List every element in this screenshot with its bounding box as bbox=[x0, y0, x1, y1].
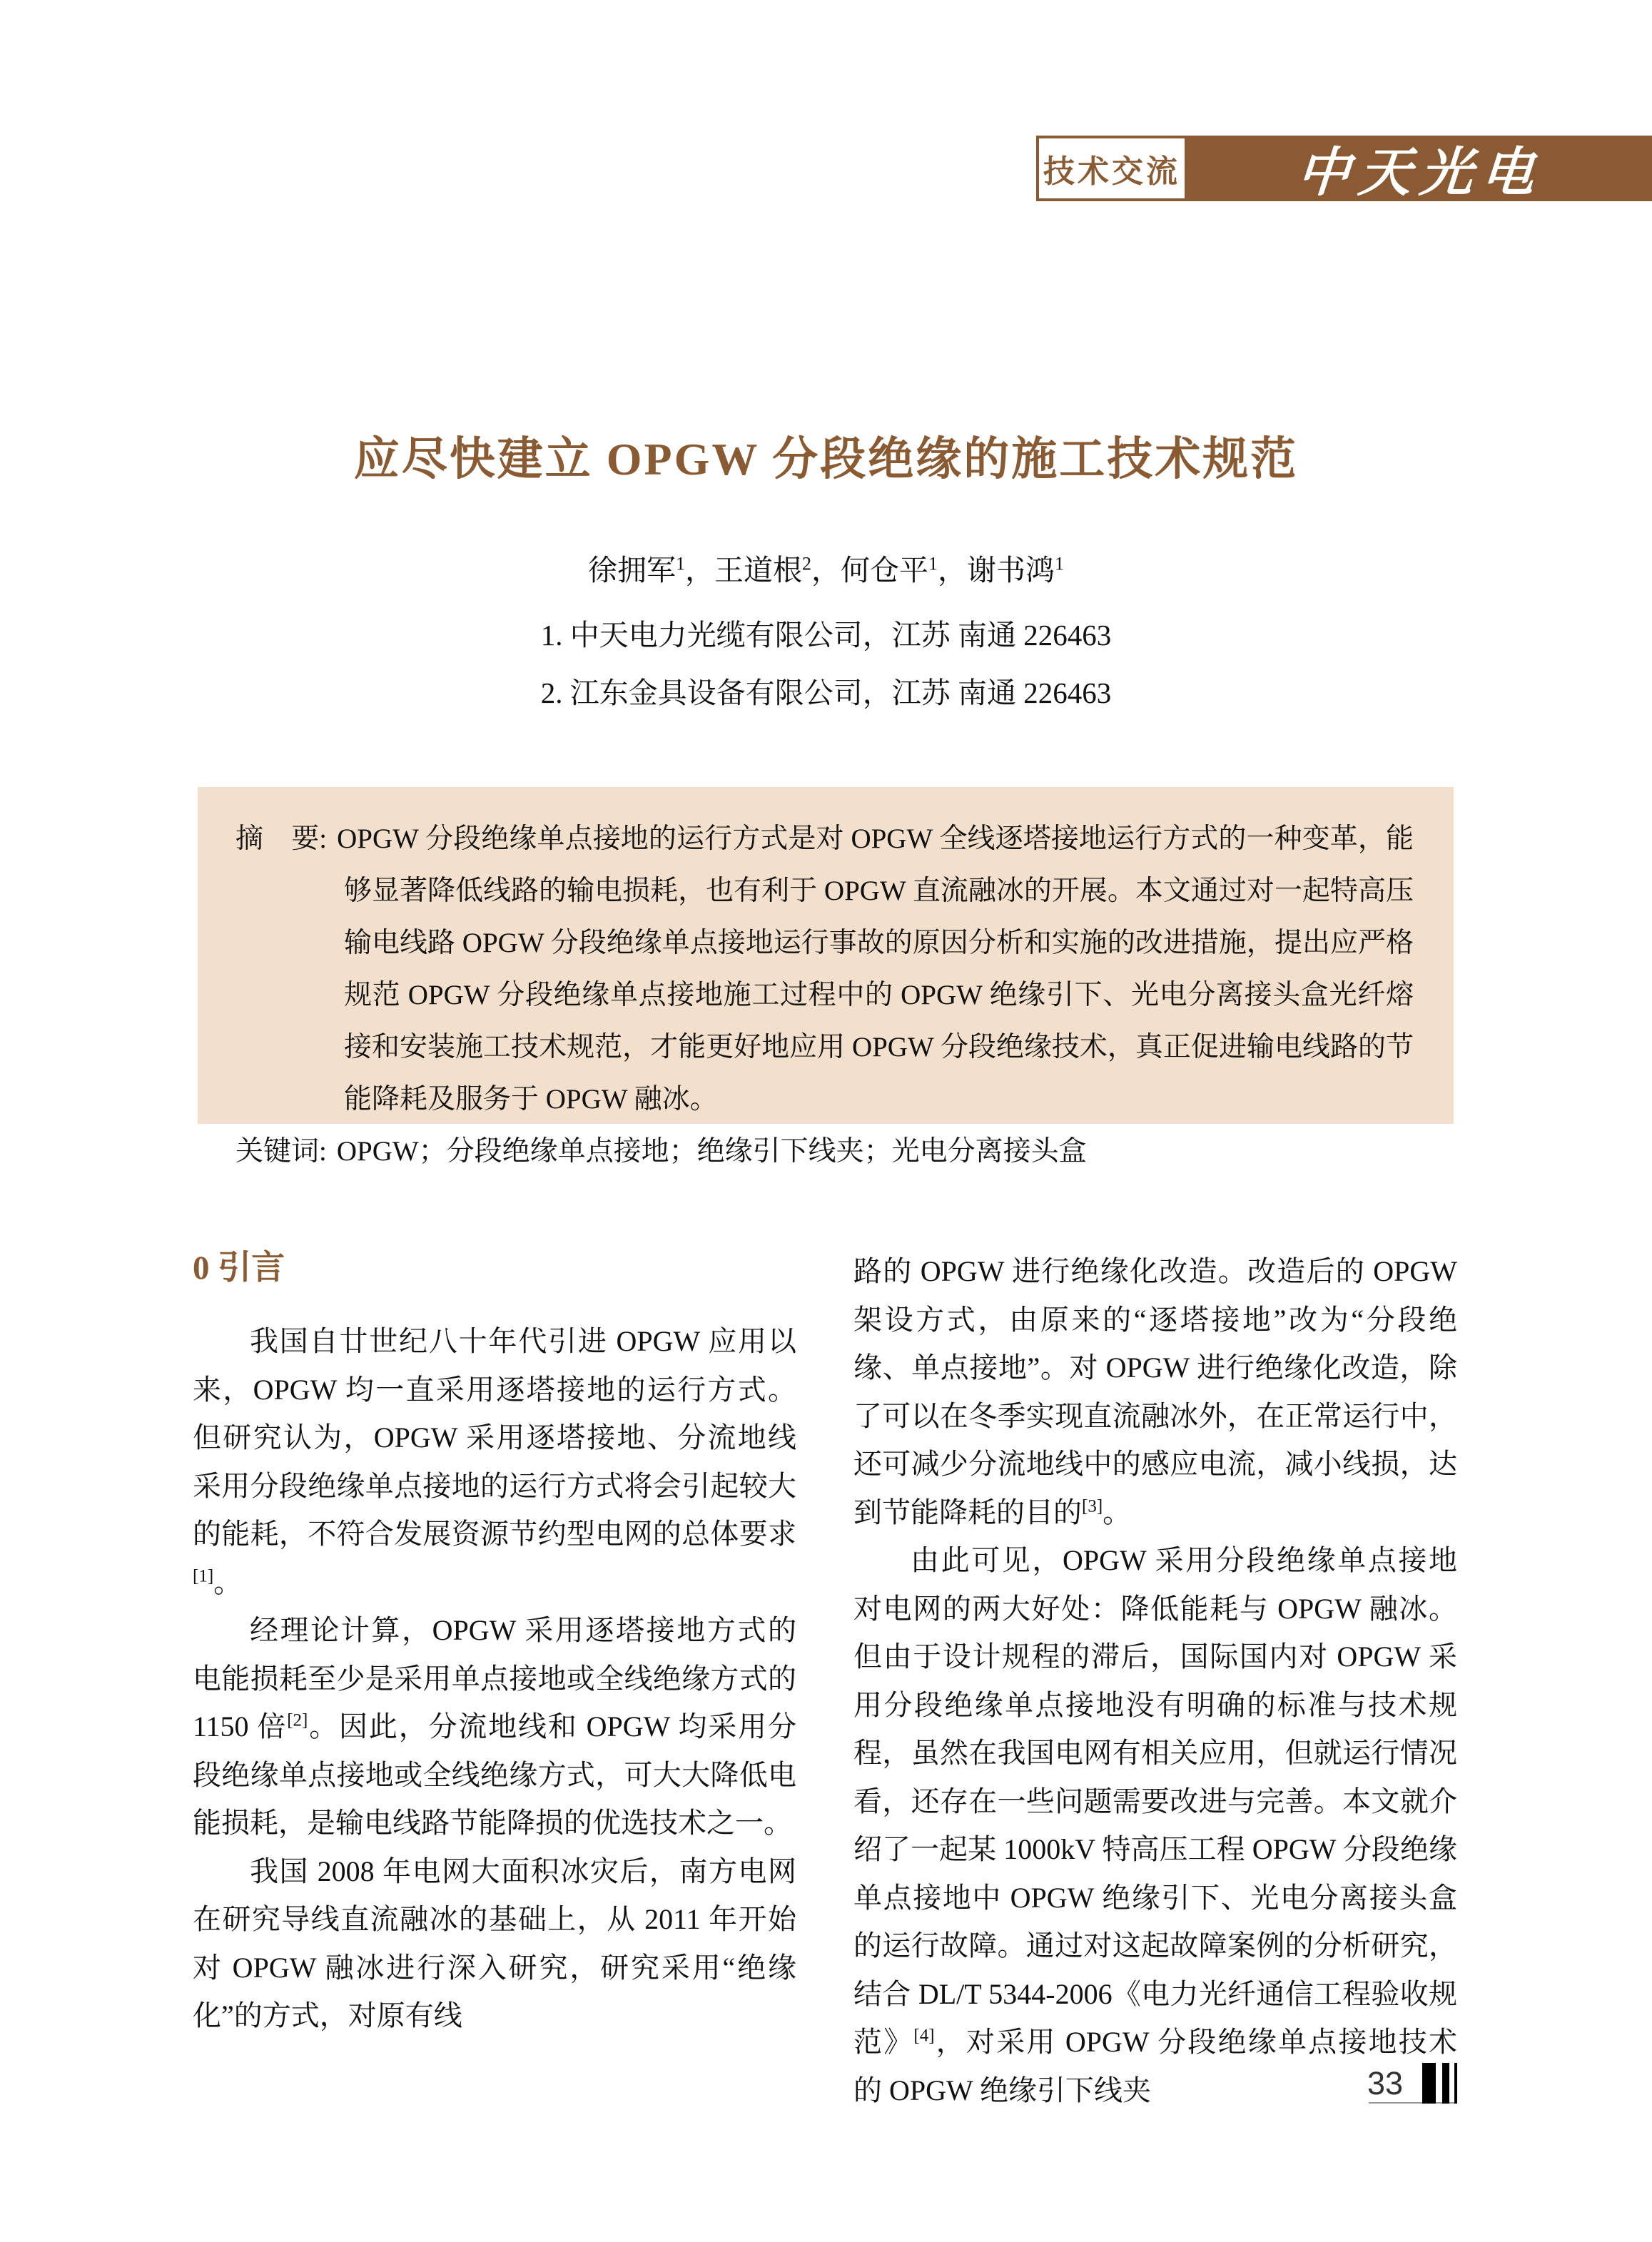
author: 谢书鸿$^1$ bbox=[967, 553, 1064, 587]
journal-header bbox=[1036, 136, 1652, 201]
affiliation-list bbox=[0, 607, 1652, 722]
body-paragraph: 路的 OPGW 进行绝缘化改造。改造后的 OPGW 架设方式，由原来的“逐塔接地”改为“分段绝缘、单点接地”。对 OPGW 进行绝缘化改造，除了可以在冬季实现直流融冰外，在正常运行中，还可减少分流地线中的感应电流，减小线损，达到节能降耗的目的[3]。 bbox=[853, 1255, 1457, 1528]
body-paragraph: 我国 2008 年电网大面积冰灾后，南方电网在研究导线直流融冰的基础上，从 2011 年开始对 OPGW 融冰进行深入研究，研究采用“绝缘化”的方式，对原有线 bbox=[193, 1855, 796, 2032]
article-title: 应尽快建立 OPGW 分段绝缘的施工技术规范 bbox=[353, 434, 1299, 485]
author: 何仓平$^1$ bbox=[841, 553, 938, 587]
right-column bbox=[853, 1247, 1457, 2114]
body-paragraph: 我国自廿世纪八十年代引进 OPGW 应用以来，OPGW 均一直采用逐塔接地的运行方式。但研究认为，OPGW 采用逐塔接地、分流地线采用分段绝缘单点接地的运行方式将会引起较大的能耗，不符合发展资源节约型电网的总体要求[1]。 bbox=[193, 1325, 796, 1598]
section-badge-label: 技术交流 bbox=[1043, 154, 1180, 189]
body-paragraph: 经理论计算，OPGW 采用逐塔接地方式的电能损耗至少是采用单点接地或全线绝缘方式的 1150 倍[2]。因此，分流地线和 OPGW 均采用分段绝缘单点接地或全线绝缘方式，可大大降低电能损耗，是输电线路节能降损的优选技术之一。 bbox=[193, 1614, 796, 1839]
page-marker-bar-icon bbox=[1454, 2063, 1457, 2104]
left-column bbox=[193, 1247, 796, 2114]
abstract-text: OPGW 分段绝缘单点接地的运行方式是对 OPGW 全线逐塔接地运行方式的一种变革，能够显著降低线路的输电损耗，也有利于 OPGW 直流融冰的开展。本文通过对一起特高压输电线路 OPGW 分段绝缘单点接地运行事故的原因分析和实施的改进措施，提出应严格规范 OPGW 分段绝缘单点接地施工过程中的 OPGW 绝缘引下、光电分离接头盒光纤熔接和安装施工技术规范，才能更好地应用 OPGW 分段绝缘技术，真正促进输电线路的节能降耗及服务于 OPGW 融冰。 bbox=[337, 823, 1414, 1115]
journal-logo: 中天光电 bbox=[1294, 144, 1544, 203]
keywords-paragraph bbox=[235, 1125, 1414, 1177]
section-heading: 0 引言 bbox=[193, 1249, 285, 1287]
abstract-paragraph bbox=[235, 813, 1414, 1125]
body-columns bbox=[193, 1247, 1458, 2114]
section-badge bbox=[1036, 136, 1187, 201]
journal-logo-bar bbox=[1187, 136, 1652, 201]
page-marker-bar-icon bbox=[1442, 2063, 1449, 2104]
affiliation-line: 1. 中天电力光缆有限公司，江苏 南通 226463 bbox=[540, 619, 1112, 651]
abstract-box bbox=[198, 787, 1454, 1167]
author-list: 徐拥军$^1$，王道根$^2$，何仓平$^1$，谢书鸿$^1$ bbox=[588, 553, 1064, 587]
author: 王道根$^2$ bbox=[714, 553, 811, 587]
body-paragraph: 由此可见，OPGW 采用分段绝缘单点接地对电网的两大好处：降低能耗与 OPGW 融冰。但由于设计规程的滞后，国际国内对 OPGW 采用分段绝缘单点接地没有明确的标准与技术规程，虽然在我国电网有相关应用，但就运行情况看，还存在一些问题需要改进与完善。本文就介绍了一起某 1000kV 特高压工程 OPGW 分段绝缘单点接地中 OPGW 绝缘引下、光电分离接头盒的运行故障。通过对这起故障案例的分析研究，结合 DL/T 5344-2006《电力光纤通信工程验收规范》[4]，对采用 OPGW 分段绝缘单点接地技术的 OPGW 绝缘引下线夹 bbox=[853, 1544, 1457, 2106]
keywords-text: OPGW；分段绝缘单点接地；绝缘引下线夹；光电分离接头盒 bbox=[336, 1136, 1087, 1167]
left-column-text bbox=[193, 1317, 796, 2040]
author: 徐拥军$^1$ bbox=[588, 553, 685, 587]
right-column-text bbox=[853, 1247, 1457, 2114]
abstract-label: 摘 要: bbox=[235, 823, 328, 854]
page-number: 33 bbox=[1367, 2065, 1404, 2101]
keywords-label: 关键词: bbox=[235, 1136, 327, 1167]
affiliation-line: 2. 江东金具设备有限公司，江苏 南通 226463 bbox=[540, 676, 1112, 709]
page-marker-bar-icon bbox=[1422, 2063, 1436, 2104]
